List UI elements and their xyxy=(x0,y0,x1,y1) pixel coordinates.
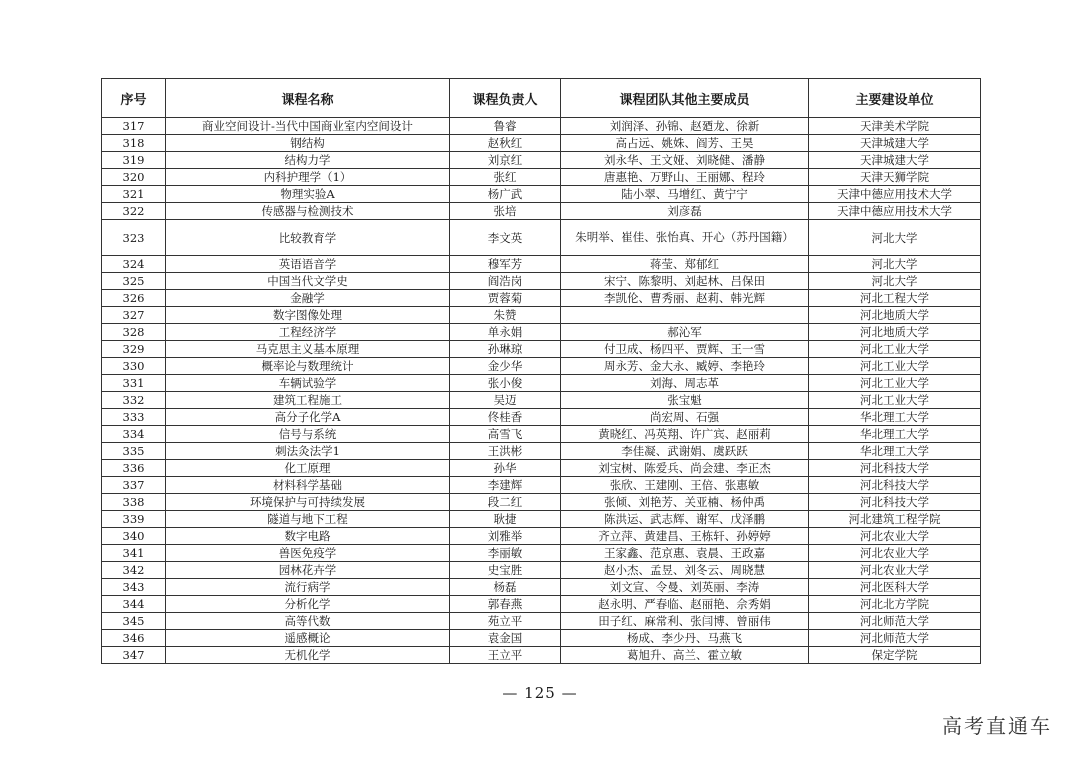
cell-course-name: 兽医免疫学 xyxy=(166,545,450,562)
table-row xyxy=(102,169,981,186)
cell-course-name: 传感器与检测技术 xyxy=(166,203,450,220)
cell-institution: 河北地质大学 xyxy=(809,324,981,341)
cell-index: 319 xyxy=(102,152,166,169)
cell-course-name: 无机化学 xyxy=(166,647,450,664)
cell-institution: 河北北方学院 xyxy=(809,596,981,613)
cell-course-name: 信号与系统 xyxy=(166,426,450,443)
cell-team-members: 郝沁军 xyxy=(561,324,809,341)
cell-course-name: 园林花卉学 xyxy=(166,562,450,579)
cell-course-name: 物理实验A xyxy=(166,186,450,203)
cell-course-leader: 张红 xyxy=(450,169,561,186)
cell-team-members: 刘宝树、陈爱兵、尚会建、李正杰 xyxy=(561,460,809,477)
cell-institution: 河北农业大学 xyxy=(809,562,981,579)
cell-team-members: 李佳凝、武谢娟、虞跃跃 xyxy=(561,443,809,460)
cell-course-leader: 穆军芳 xyxy=(450,256,561,273)
cell-team-members: 蒋莹、郑郁红 xyxy=(561,256,809,273)
cell-team-members: 朱明举、崔佳、张怡真、开心（苏丹国籍） xyxy=(561,220,809,256)
cell-index: 325 xyxy=(102,273,166,290)
cell-team-members: 陈洪运、武志辉、谢军、戊泽鹏 xyxy=(561,511,809,528)
table-row xyxy=(102,273,981,290)
cell-course-leader: 鲁睿 xyxy=(450,118,561,135)
cell-course-name: 中国当代文学史 xyxy=(166,273,450,290)
cell-index: 330 xyxy=(102,358,166,375)
table-row xyxy=(102,511,981,528)
cell-index: 335 xyxy=(102,443,166,460)
table-row xyxy=(102,630,981,647)
cell-course-leader: 李建辉 xyxy=(450,477,561,494)
cell-course-leader: 吴迈 xyxy=(450,392,561,409)
table-row xyxy=(102,118,981,135)
table-row xyxy=(102,341,981,358)
table-row xyxy=(102,579,981,596)
table-row xyxy=(102,477,981,494)
cell-index: 340 xyxy=(102,528,166,545)
cell-course-leader: 耿捷 xyxy=(450,511,561,528)
table-row xyxy=(102,460,981,477)
cell-team-members: 张宝魁 xyxy=(561,392,809,409)
cell-course-name: 英语语音学 xyxy=(166,256,450,273)
cell-team-members: 李凯伦、曹秀丽、赵莉、韩光辉 xyxy=(561,290,809,307)
cell-institution: 天津天狮学院 xyxy=(809,169,981,186)
cell-course-leader: 刘雅举 xyxy=(450,528,561,545)
cell-institution: 河北师范大学 xyxy=(809,613,981,630)
table-row xyxy=(102,426,981,443)
cell-index: 329 xyxy=(102,341,166,358)
cell-course-name: 概率论与数理统计 xyxy=(166,358,450,375)
course-table xyxy=(101,78,981,664)
cell-institution: 河北科技大学 xyxy=(809,477,981,494)
cell-index: 344 xyxy=(102,596,166,613)
cell-course-name: 高等代数 xyxy=(166,613,450,630)
table-row xyxy=(102,203,981,220)
table-row xyxy=(102,290,981,307)
table-row xyxy=(102,324,981,341)
cell-institution: 华北理工大学 xyxy=(809,426,981,443)
table-row xyxy=(102,392,981,409)
cell-course-leader: 郭春燕 xyxy=(450,596,561,613)
cell-institution: 天津城建大学 xyxy=(809,135,981,152)
cell-course-name: 内科护理学（1） xyxy=(166,169,450,186)
cell-index: 343 xyxy=(102,579,166,596)
header-course-leader: 课程负责人 xyxy=(450,79,561,118)
cell-index: 333 xyxy=(102,409,166,426)
header-course-name: 课程名称 xyxy=(166,79,450,118)
cell-course-leader: 杨广武 xyxy=(450,186,561,203)
page-number: — 125 — xyxy=(502,684,578,702)
cell-institution: 河北大学 xyxy=(809,256,981,273)
cell-course-leader: 王洪彬 xyxy=(450,443,561,460)
table-row xyxy=(102,613,981,630)
table-row xyxy=(102,545,981,562)
cell-course-name: 金融学 xyxy=(166,290,450,307)
cell-course-leader: 朱赞 xyxy=(450,307,561,324)
cell-team-members: 黄晓红、冯英翔、许广宾、赵丽莉 xyxy=(561,426,809,443)
cell-course-name: 刺法灸法学1 xyxy=(166,443,450,460)
table-row xyxy=(102,596,981,613)
cell-index: 326 xyxy=(102,290,166,307)
cell-institution: 河北科技大学 xyxy=(809,494,981,511)
cell-team-members: 刘彦磊 xyxy=(561,203,809,220)
cell-team-members: 宋宁、陈黎明、刘起林、吕保田 xyxy=(561,273,809,290)
cell-team-members: 唐惠艳、万野山、王丽娜、程玲 xyxy=(561,169,809,186)
cell-course-leader: 单永娟 xyxy=(450,324,561,341)
cell-index: 341 xyxy=(102,545,166,562)
cell-team-members: 赵永明、严春临、赵丽艳、佘秀娟 xyxy=(561,596,809,613)
cell-index: 334 xyxy=(102,426,166,443)
cell-institution: 河北大学 xyxy=(809,273,981,290)
cell-course-leader: 张小俊 xyxy=(450,375,561,392)
cell-course-name: 数字图像处理 xyxy=(166,307,450,324)
cell-institution: 河北建筑工程学院 xyxy=(809,511,981,528)
cell-course-leader: 段二红 xyxy=(450,494,561,511)
cell-course-leader: 李丽敏 xyxy=(450,545,561,562)
table-row xyxy=(102,186,981,203)
cell-institution: 河北工业大学 xyxy=(809,341,981,358)
cell-course-leader: 佟桂香 xyxy=(450,409,561,426)
table-row xyxy=(102,562,981,579)
cell-course-leader: 阎浩岗 xyxy=(450,273,561,290)
cell-course-name: 马克思主义基本原理 xyxy=(166,341,450,358)
table-row xyxy=(102,220,981,256)
cell-index: 317 xyxy=(102,118,166,135)
table-row xyxy=(102,135,981,152)
cell-course-name: 材料科学基础 xyxy=(166,477,450,494)
cell-institution: 河北农业大学 xyxy=(809,545,981,562)
table-row xyxy=(102,152,981,169)
cell-team-members: 杨成、李少丹、马燕飞 xyxy=(561,630,809,647)
cell-index: 320 xyxy=(102,169,166,186)
cell-course-name: 高分子化学A xyxy=(166,409,450,426)
cell-index: 318 xyxy=(102,135,166,152)
cell-index: 347 xyxy=(102,647,166,664)
cell-team-members: 周永芳、金大永、臧婷、李艳玲 xyxy=(561,358,809,375)
header-institution: 主要建设单位 xyxy=(809,79,981,118)
cell-course-name: 建筑工程施工 xyxy=(166,392,450,409)
cell-team-members: 张倾、刘艳芳、关亚楠、杨仲禹 xyxy=(561,494,809,511)
cell-institution: 河北师范大学 xyxy=(809,630,981,647)
cell-index: 342 xyxy=(102,562,166,579)
cell-institution: 天津中德应用技术大学 xyxy=(809,186,981,203)
cell-course-leader: 刘京红 xyxy=(450,152,561,169)
cell-index: 323 xyxy=(102,220,166,256)
cell-institution: 河北大学 xyxy=(809,220,981,256)
cell-course-leader: 孙琳琼 xyxy=(450,341,561,358)
cell-index: 345 xyxy=(102,613,166,630)
cell-course-leader: 张培 xyxy=(450,203,561,220)
cell-course-leader: 李文英 xyxy=(450,220,561,256)
cell-course-name: 化工原理 xyxy=(166,460,450,477)
cell-course-name: 遥感概论 xyxy=(166,630,450,647)
cell-team-members: 刘文宣、令曼、刘英丽、李涛 xyxy=(561,579,809,596)
cell-institution: 天津中德应用技术大学 xyxy=(809,203,981,220)
cell-institution: 河北工业大学 xyxy=(809,392,981,409)
cell-course-name: 商业空间设计-当代中国商业室内空间设计 xyxy=(166,118,450,135)
cell-index: 332 xyxy=(102,392,166,409)
cell-index: 346 xyxy=(102,630,166,647)
cell-course-name: 工程经济学 xyxy=(166,324,450,341)
cell-team-members: 齐立萍、黄建昌、王栋轩、孙婷婷 xyxy=(561,528,809,545)
cell-course-name: 钢结构 xyxy=(166,135,450,152)
cell-team-members: 刘润泽、孙锦、赵廼龙、徐新 xyxy=(561,118,809,135)
cell-index: 328 xyxy=(102,324,166,341)
cell-course-leader: 杨磊 xyxy=(450,579,561,596)
cell-course-name: 比较教育学 xyxy=(166,220,450,256)
cell-course-name: 结构力学 xyxy=(166,152,450,169)
cell-team-members: 高占远、姚姝、阎芳、王昊 xyxy=(561,135,809,152)
table-row xyxy=(102,494,981,511)
cell-course-leader: 金少华 xyxy=(450,358,561,375)
cell-team-members: 陆小翠、马增红、黄宁宁 xyxy=(561,186,809,203)
table-row xyxy=(102,647,981,664)
cell-institution: 华北理工大学 xyxy=(809,409,981,426)
cell-course-leader: 贾蓉菊 xyxy=(450,290,561,307)
cell-team-members: 尚宏周、石强 xyxy=(561,409,809,426)
cell-index: 331 xyxy=(102,375,166,392)
cell-institution: 河北医科大学 xyxy=(809,579,981,596)
table-row xyxy=(102,409,981,426)
cell-institution: 保定学院 xyxy=(809,647,981,664)
table-row xyxy=(102,358,981,375)
table-row xyxy=(102,528,981,545)
cell-institution: 天津城建大学 xyxy=(809,152,981,169)
cell-index: 336 xyxy=(102,460,166,477)
header-index: 序号 xyxy=(102,79,166,118)
cell-course-leader: 袁金国 xyxy=(450,630,561,647)
cell-index: 337 xyxy=(102,477,166,494)
cell-course-leader: 高雪飞 xyxy=(450,426,561,443)
cell-course-name: 分析化学 xyxy=(166,596,450,613)
cell-team-members: 王家鑫、范京惠、袁晨、王政嘉 xyxy=(561,545,809,562)
cell-index: 324 xyxy=(102,256,166,273)
cell-team-members: 田子红、麻常利、张闫博、曾丽伟 xyxy=(561,613,809,630)
cell-institution: 河北地质大学 xyxy=(809,307,981,324)
cell-course-leader: 史宝胜 xyxy=(450,562,561,579)
cell-index: 321 xyxy=(102,186,166,203)
cell-course-name: 车辆试验学 xyxy=(166,375,450,392)
table-row xyxy=(102,375,981,392)
cell-institution: 河北工业大学 xyxy=(809,375,981,392)
cell-course-name: 环境保护与可持续发展 xyxy=(166,494,450,511)
cell-team-members: 葛旭升、高兰、霍立敏 xyxy=(561,647,809,664)
cell-team-members: 刘永华、王文娅、刘晓健、潘静 xyxy=(561,152,809,169)
cell-course-leader: 苑立平 xyxy=(450,613,561,630)
cell-team-members: 刘海、周志革 xyxy=(561,375,809,392)
course-table-container xyxy=(101,78,980,664)
cell-index: 339 xyxy=(102,511,166,528)
cell-course-leader: 赵秋红 xyxy=(450,135,561,152)
table-header-row xyxy=(102,79,981,118)
watermark-text: 高考直通车 xyxy=(942,714,1052,738)
cell-institution: 河北科技大学 xyxy=(809,460,981,477)
cell-institution: 华北理工大学 xyxy=(809,443,981,460)
cell-institution: 天津美术学院 xyxy=(809,118,981,135)
cell-course-name: 隧道与地下工程 xyxy=(166,511,450,528)
table-row xyxy=(102,443,981,460)
cell-team-members: 赵小杰、孟昱、刘冬云、周晓慧 xyxy=(561,562,809,579)
table-row xyxy=(102,307,981,324)
header-team-members: 课程团队其他主要成员 xyxy=(561,79,809,118)
table-row xyxy=(102,256,981,273)
cell-course-leader: 王立平 xyxy=(450,647,561,664)
cell-institution: 河北工程大学 xyxy=(809,290,981,307)
cell-course-name: 数字电路 xyxy=(166,528,450,545)
cell-index: 338 xyxy=(102,494,166,511)
cell-index: 322 xyxy=(102,203,166,220)
cell-course-leader: 孙华 xyxy=(450,460,561,477)
cell-institution: 河北工业大学 xyxy=(809,358,981,375)
cell-team-members xyxy=(561,307,809,324)
cell-institution: 河北农业大学 xyxy=(809,528,981,545)
cell-team-members: 张欣、王建刚、王倍、张惠敏 xyxy=(561,477,809,494)
cell-team-members: 付卫成、杨四平、贾辉、王一雪 xyxy=(561,341,809,358)
cell-course-name: 流行病学 xyxy=(166,579,450,596)
cell-index: 327 xyxy=(102,307,166,324)
